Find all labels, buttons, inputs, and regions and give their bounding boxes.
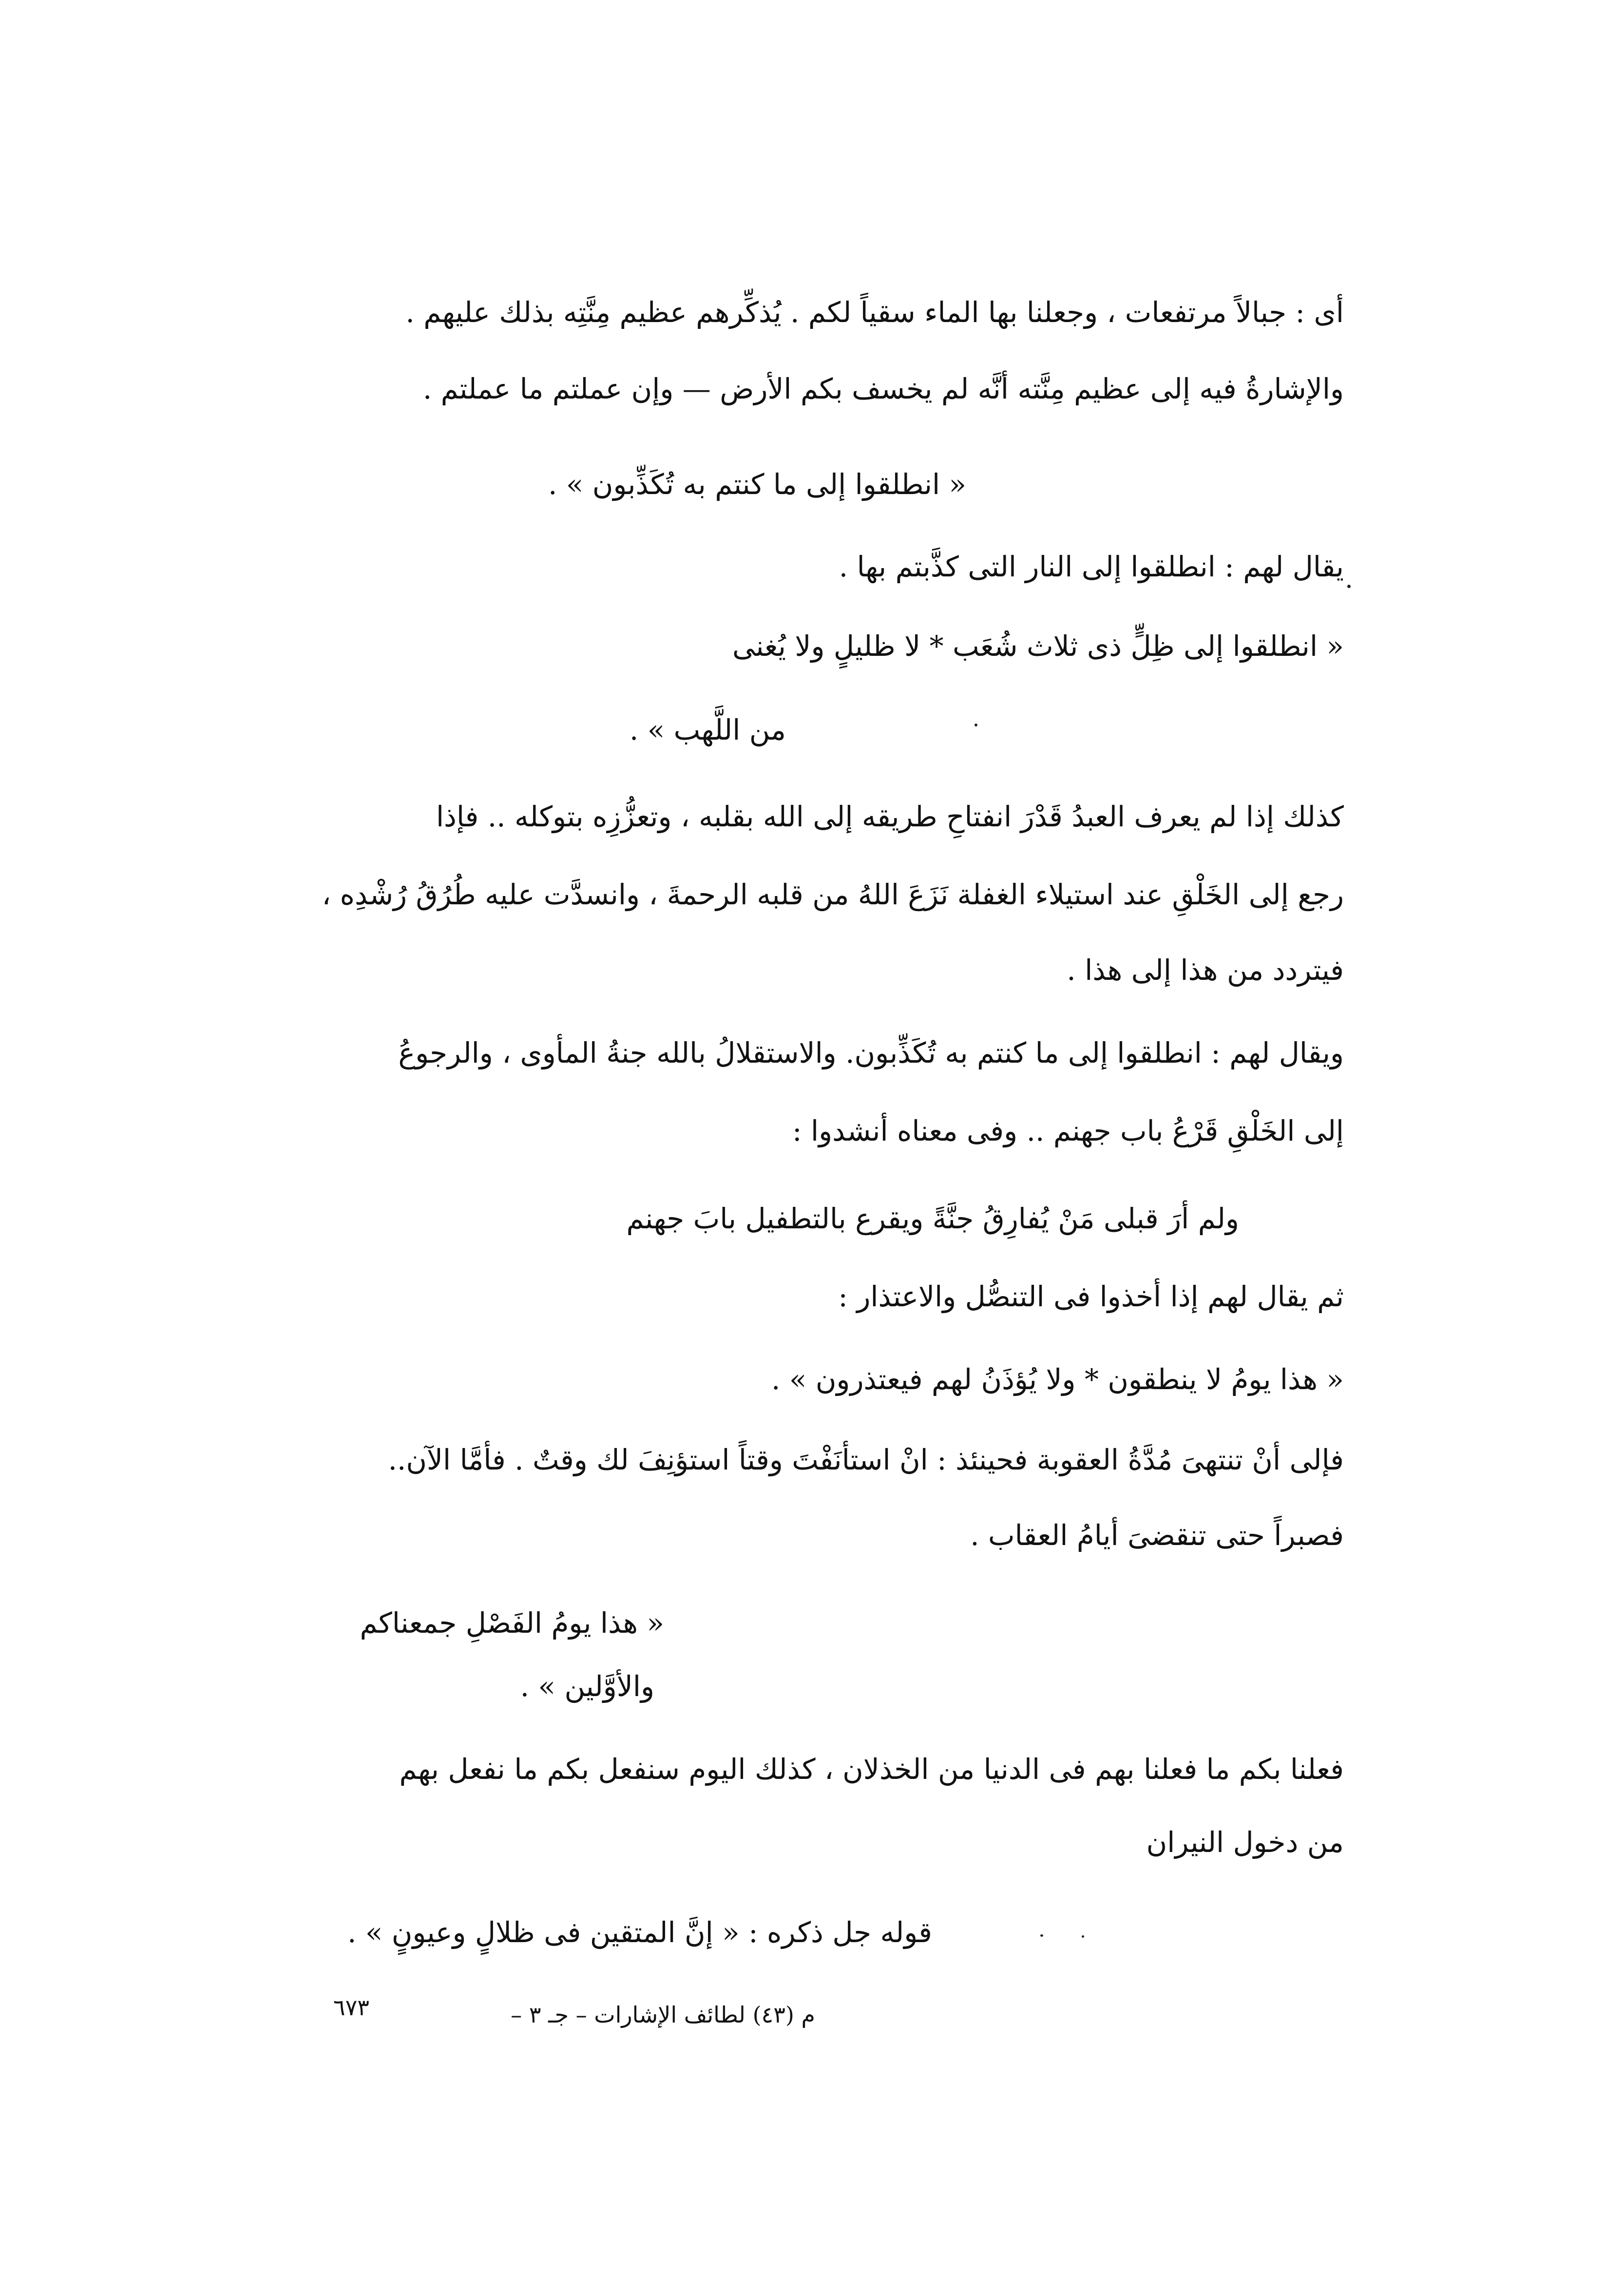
text-line-4: كذلك إذا لم يعرف العبدُ قَدْرَ انفتاحِ طريقه إلى الله بقلبه ، وتعزُّزِه بتوكله .. فإذا bbox=[436, 800, 1344, 833]
verse-quote-1: « انطلقوا إلى ما كنتم به تُكَذِّبون » . bbox=[548, 468, 966, 501]
verse-quote-2: « انطلقوا إلى ظِلٍّ ذى ثلاث شُعَب * لا ظليلٍ ولا يُغنى bbox=[732, 630, 1344, 663]
text-line-12: فعلنا بكم ما فعلنا بهم فى الدنيا من الخذلان ، كذلك اليوم سنفعل بكم ما نفعل بهم bbox=[399, 1753, 1344, 1786]
text-line-8: إلى الخَلْقِ قَرْعُ باب جهنم .. وفى معناه أنشدوا : bbox=[792, 1114, 1344, 1147]
text-line-9: ثم يقال لهم إذا أخذوا فى التنصُّل والاعتذار : bbox=[838, 1280, 1344, 1313]
scan-speck bbox=[1347, 585, 1351, 588]
scan-speck bbox=[1040, 1934, 1043, 1937]
poem-verse: ولم أرَ قبلى مَنْ يُفارِقُ جنَّةً ويقرع بالتطفيل بابَ جهنم bbox=[626, 1202, 1239, 1235]
text-line-7: ويقال لهم : انطلقوا إلى ما كنتم به تُكَذِّبون. والاستقلالُ بالله جنةُ المأوى ، والرجوعُ bbox=[398, 1036, 1344, 1069]
text-line-2: والإشارةُ فيه إلى عظيم مِنَّته أنَّه لم يخسف بكم الأرض — وإن عملتم ما عملتم . bbox=[422, 372, 1344, 405]
scan-speck bbox=[1082, 1935, 1084, 1938]
text-line-10: فإلى أنْ تنتهىَ مُدَّةُ العقوبة فحينئذ : انْ استأنَفْتَ وقتاً استؤنِفَ لك وقتٌ . فأمَّا الآن.. bbox=[388, 1443, 1344, 1476]
verse-quote-2-cont: من اللَّهب » . bbox=[629, 713, 786, 746]
text-line-3: يقال لهم : انطلقوا إلى النار التى كذَّبتم بها . bbox=[839, 550, 1344, 583]
text-line-1: أى : جبالاً مرتفعات ، وجعلنا بها الماء سقياً لكم . يُذكِّرهم عظيم مِنَّتِه بذلك عليهم . bbox=[405, 296, 1344, 329]
verse-quote-4-cont: والأوَّلين » . bbox=[520, 1670, 654, 1703]
text-line-11: فصبراً حتى تنقضىَ أيامُ العقاب . bbox=[970, 1519, 1344, 1552]
footer-signature: م (٤٣) لطائف الإشارات – جـ ٣ – bbox=[511, 2002, 815, 2028]
text-line-5: رجع إلى الخَلْقِ عند استيلاء الغفلة نَزَعَ اللهُ من قلبه الرحمةَ ، وانسدَّت عليه طُرُقُ رُشْدِه ، bbox=[322, 878, 1344, 911]
page-number: ٦٧٣ bbox=[333, 1994, 369, 2021]
scan-speck bbox=[974, 724, 977, 726]
text-line-14: قوله جل ذكره : « إنَّ المتقين فى ظلالٍ وعيونٍ » . bbox=[347, 1916, 932, 1949]
verse-quote-4: « هذا يومُ الفَصْلِ جمعناكم bbox=[360, 1606, 664, 1640]
verse-quote-3: « هذا يومُ لا ينطقون * ولا يُؤذَنُ لهم فيعتذرون » . bbox=[771, 1363, 1344, 1396]
text-line-13: من دخول النيران bbox=[1146, 1826, 1344, 1859]
text-line-6: فيتردد من هذا إلى هذا . bbox=[1067, 954, 1344, 987]
